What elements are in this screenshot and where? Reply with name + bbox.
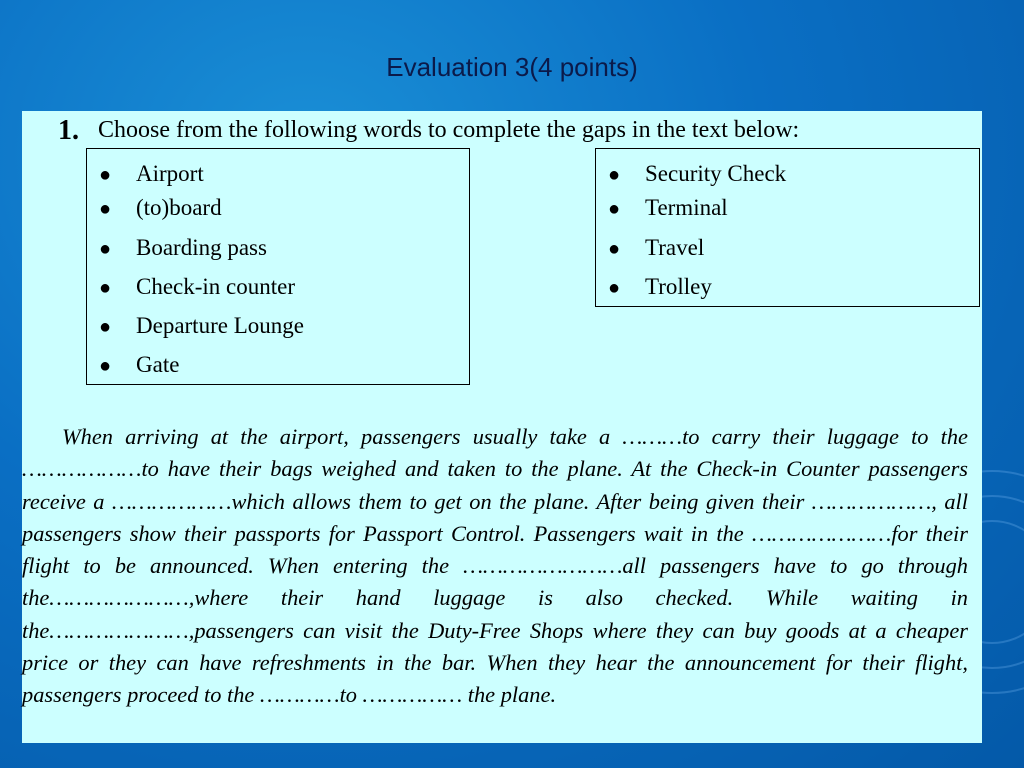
word-item: ● Departure Lounge bbox=[99, 313, 304, 338]
fill-in-passage: When arriving at the airport, passengers usually take a ………to carry their luggage to the ………………to have their bags weighed and taken to the plane. At the Check-in Counter passengers receive a ………………which allows them to get on the plane. After being given their ………………, all passengers show their passports for Passport Control. Passengers wait in the …………………for their flight to be announced. When entering the ……………………all passengers have to go through the…………………,where their hand luggage is also checked. While waiting in the…………………,passengers can visit the Duty-Free Shops where they can buy goods at a cheaper price or they can have refreshments in the bar. When they hear the announcement for their flight, passengers proceed to the …………to …………… the plane. bbox=[22, 424, 968, 708]
bullet-icon: ● bbox=[608, 238, 621, 260]
word-item: ● Gate bbox=[99, 352, 180, 377]
bullet-icon: ● bbox=[99, 355, 112, 377]
bullet-icon: ● bbox=[608, 277, 621, 299]
content-panel bbox=[22, 111, 982, 743]
word-item: ● Check-in counter bbox=[99, 274, 296, 299]
word-item: ● Trolley bbox=[608, 274, 712, 299]
word-item: ● Boarding pass bbox=[99, 235, 267, 260]
bullet-icon: ● bbox=[608, 198, 621, 220]
word-item: ● (to)board bbox=[99, 195, 222, 220]
word-box-left bbox=[86, 148, 470, 385]
bullet-icon: ● bbox=[99, 164, 112, 186]
slide-title: Evaluation 3(4 points) bbox=[386, 52, 638, 82]
question-text: Choose from the following words to complete the gaps in the text below: bbox=[98, 117, 800, 143]
bullet-icon: ● bbox=[99, 198, 112, 220]
word-item: ● Travel bbox=[608, 235, 705, 260]
word-item: ● Airport bbox=[99, 161, 204, 186]
bullet-icon: ● bbox=[99, 277, 112, 299]
word-item: ● Terminal bbox=[608, 195, 728, 220]
question-number: 1. bbox=[58, 115, 79, 146]
bullet-icon: ● bbox=[99, 238, 112, 260]
word-box-right bbox=[595, 148, 980, 307]
bullet-icon: ● bbox=[608, 164, 621, 186]
bullet-icon: ● bbox=[99, 316, 112, 338]
word-item: ● Security Check bbox=[608, 161, 787, 186]
